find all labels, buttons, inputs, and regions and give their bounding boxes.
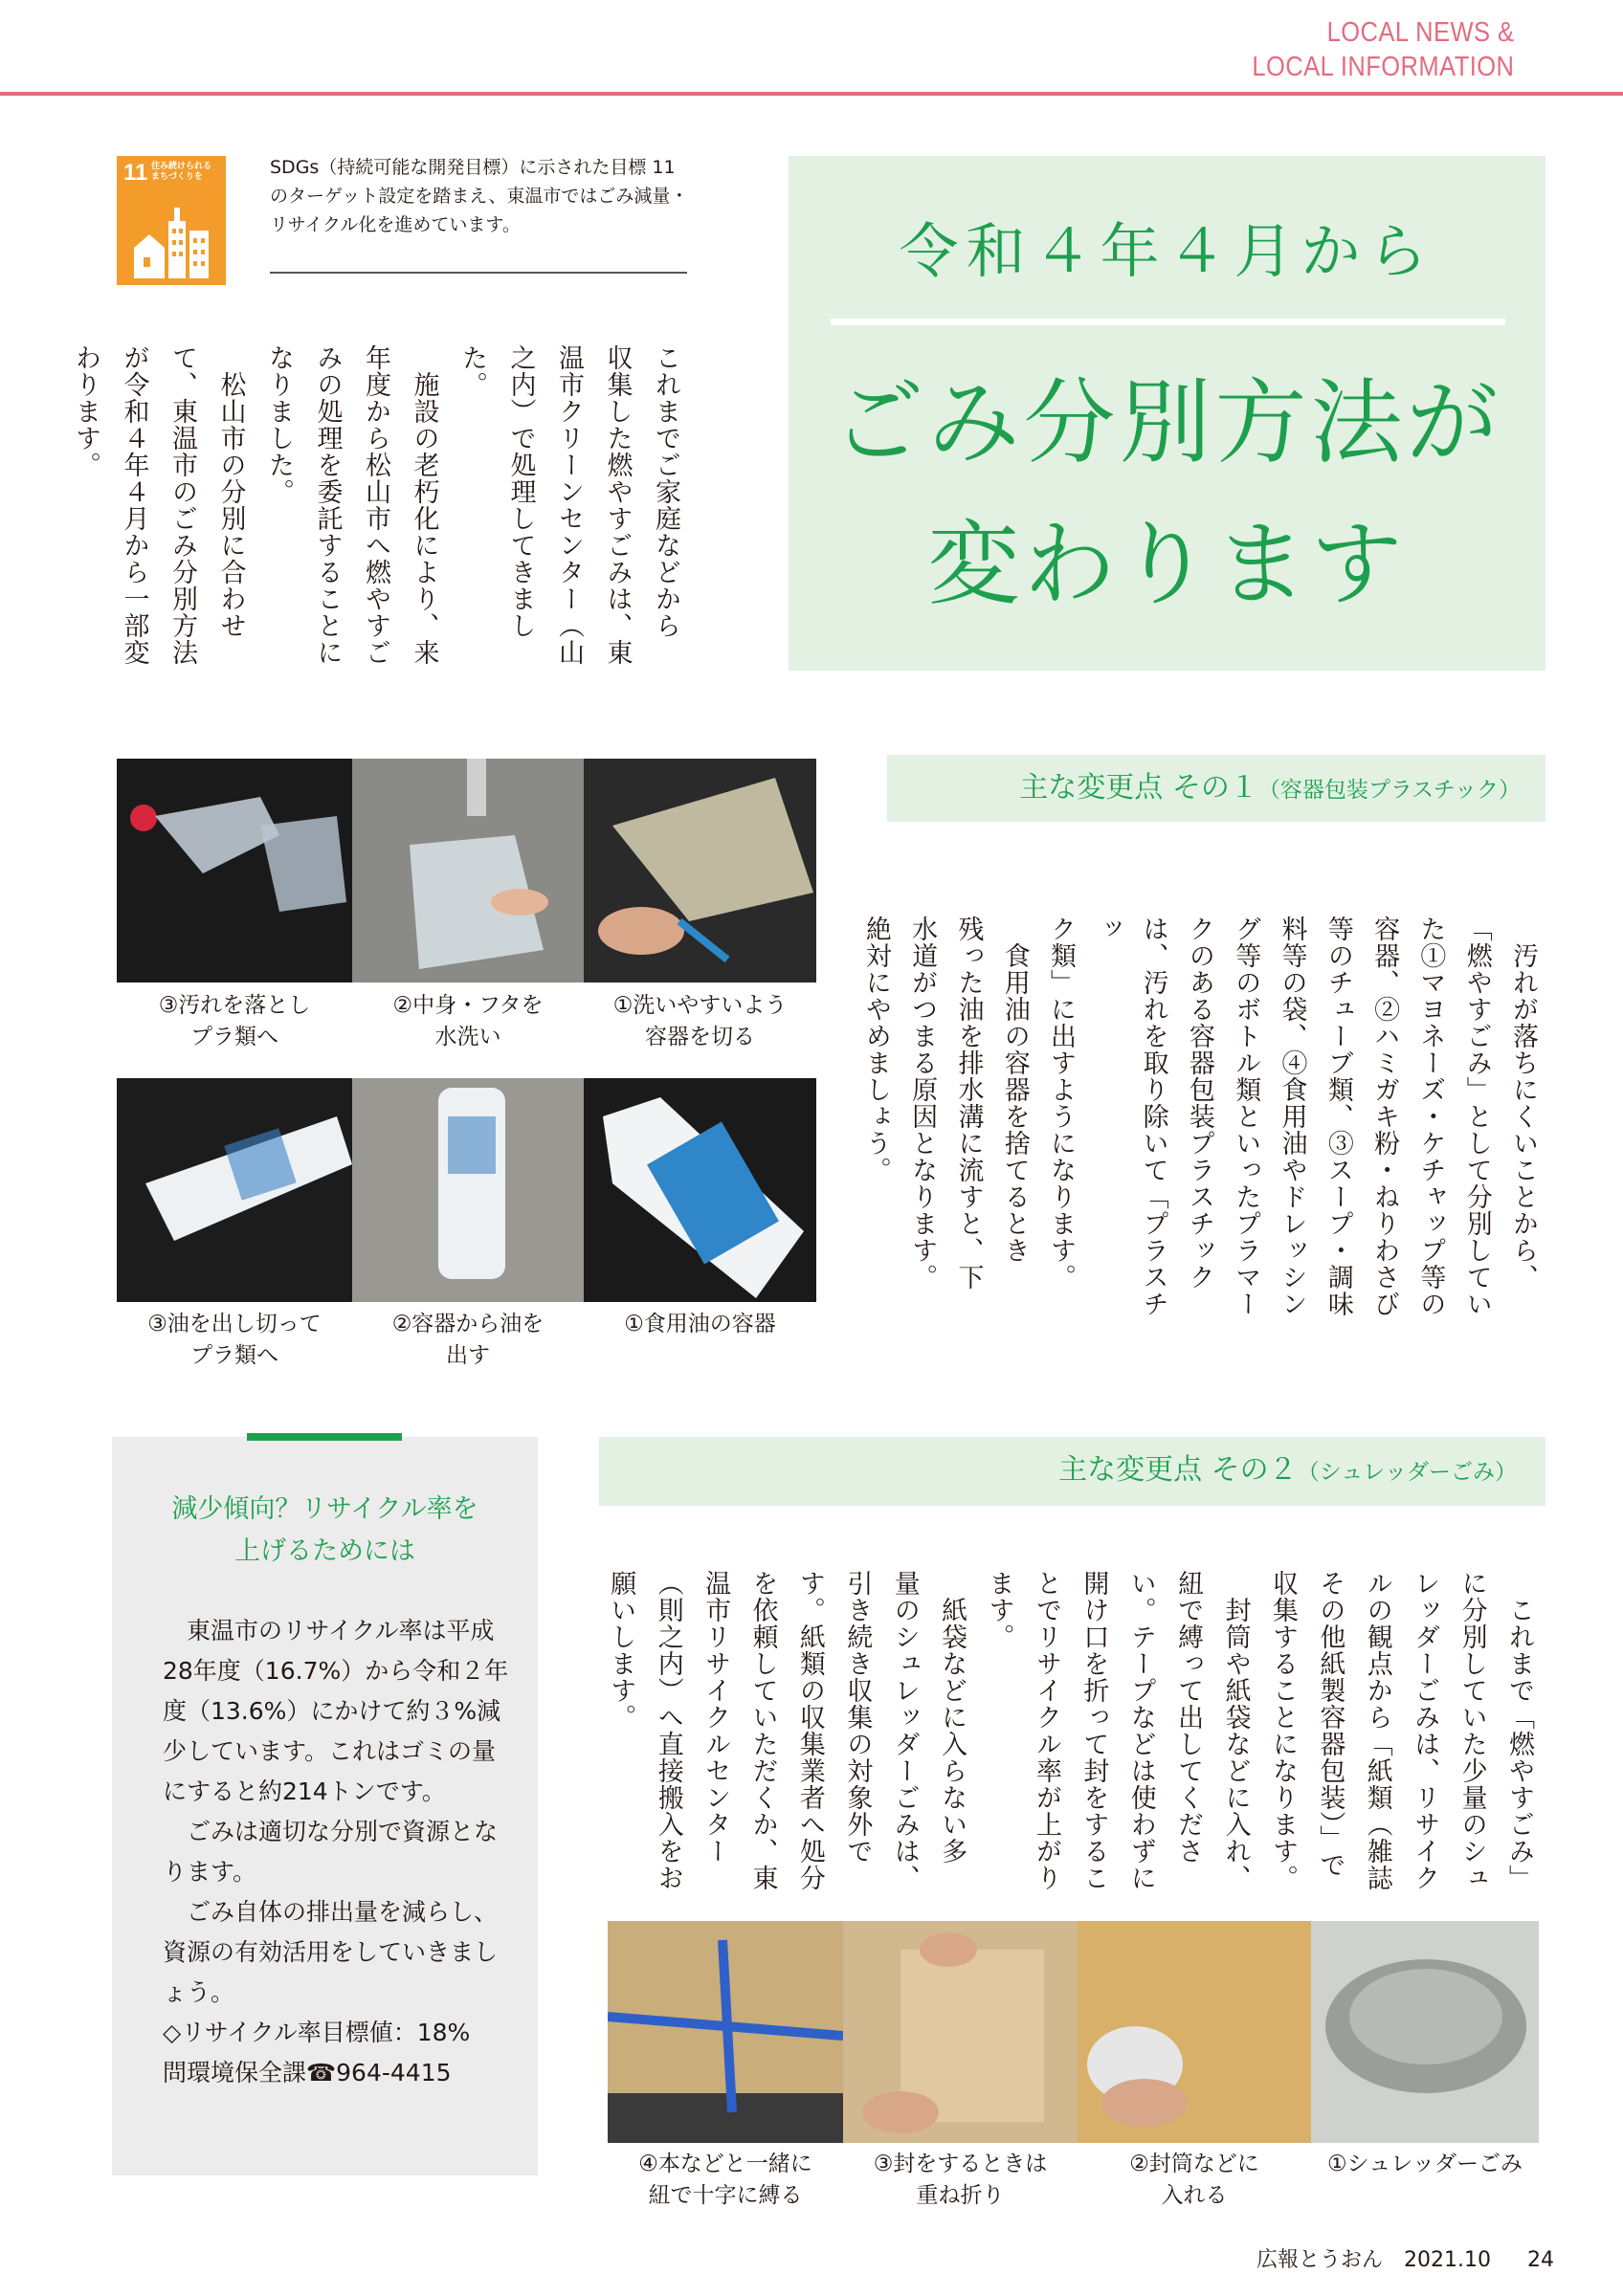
caption-1-2: ②中身・フタを 水洗い: [392, 993, 544, 1049]
title-subheading: 令和４年４月から: [899, 216, 1435, 286]
sidebar-contact: 問環境保全課☎964-4415: [163, 2059, 452, 2086]
sdg-description: SDGs（持続可能な開発目標）に示された目標 11 のターゲット設定を踏まえ、東温市ではごみ減量・リサイクル化を進めています。: [270, 157, 689, 235]
footer-publication: 広報とうおん 2021.10: [1256, 2248, 1491, 2272]
caption-3-4: ④本などと一緒に 紐で十字に縛る: [638, 2152, 812, 2208]
sidebar-title: 減少傾向？リサイクル率を 上げるためには: [171, 1494, 478, 1566]
photo-tie-with-books: [608, 1921, 843, 2143]
sidebar-paragraph-3: ごみ自体の排出量を減らし、資源の有効活用をしていきましょう。: [163, 1898, 499, 2006]
sidebar-accent: [247, 1433, 402, 1441]
sidebar-target: ◇リサイクル率目標値：18%: [163, 2019, 471, 2046]
intro-text: これまでご家庭などから 収集した燃やすごみは、東 温市クリーンセンター（山 之内）で処理してきました。 施設の老朽化により、来 年度から松山市へ燃やすご みの処理を委託することに なりました。 松山市の分別に合わせ て、東温市のごみ分別方法 が令和４年４月から一部変 わります。: [71, 344, 680, 666]
photo-rinse-plastic: [117, 759, 352, 982]
caption-2-3: ③油を出し切って プラ類へ: [147, 1312, 322, 1368]
photo-shredded-paper: [1311, 1921, 1539, 2143]
photo-fold-seal: [843, 1921, 1078, 2143]
header-line-2: LOCAL INFORMATION: [1251, 52, 1514, 82]
section2-heading: [599, 1437, 1545, 1506]
caption-3-2: ②封筒などに 入れる: [1129, 2152, 1259, 2208]
footer: [1256, 2243, 1554, 2273]
section1-heading-label: 主な変更点 その１: [1019, 771, 1258, 805]
sdg-number: 11: [123, 160, 148, 186]
title-line-2: 変わります: [927, 511, 1407, 618]
city-buildings-icon: [132, 202, 212, 278]
header-rule: [0, 92, 1623, 96]
caption-3-3: ③封をするときは 重ね折り: [873, 2152, 1048, 2208]
sdg-11-icon: [117, 156, 226, 285]
photo-oil-to-plastic: [117, 1078, 352, 1302]
section2-heading-label: 主な変更点 その２: [1058, 1453, 1298, 1487]
header-line-1: LOCAL NEWS &: [1326, 17, 1514, 48]
section1-heading: [887, 755, 1545, 822]
caption-1-1: ①洗いやすいよう 容器を切る: [612, 993, 788, 1049]
sidebar-paragraph-1: 東温市のリサイクル率は平成28年度（16.7%）から令和２年度（13.6%）にかけて約３%減少しています。これはゴミの量にすると約214トンです。: [163, 1617, 509, 1805]
sidebar-paragraph-2: ごみは適切な分別で資源となります。: [163, 1818, 499, 1886]
footer-page-number: 24: [1527, 2248, 1554, 2272]
caption-2-2: ②容器から油を 出す: [391, 1312, 545, 1368]
sidebar-body: [163, 1611, 517, 2093]
title-line-1: ごみ分別方法が: [832, 369, 1502, 476]
caption-1-3: ③汚れを落とし プラ類へ: [158, 993, 311, 1049]
photo-put-in-envelope: [1078, 1921, 1311, 2143]
caption-3-1: ①シュレッダーごみ: [1327, 2152, 1523, 2176]
page-title: [789, 352, 1545, 635]
title-divider: [831, 319, 1505, 325]
photo-cut-container: [584, 759, 816, 982]
section2-text: これまで「燃やすごみ」 に分別していた少量のシュ レッダーごみは、リサイク ルの観点から「紙類（雑誌 その他紙製容器包装）」で 収集することになります。 封筒や紙袋などに入れ、 紐で縛って出してくださ い。テープなどは使わずに 開け口を折って封をするこ とでリサイクル率が上がり ます。 紙袋などに入らない多 量のシュレッダーごみは、 引き続き収集の対象外で す。紙類の収集業者へ処分 を依頼していただくか、東 温市リサイクルセンター （則之内）へ直接搬入をお 願いします。: [606, 1570, 1534, 1891]
section2-heading-paren: （シュレッダーごみ）: [1297, 1460, 1517, 1485]
photo-pour-oil: [352, 1078, 584, 1302]
title-box: [789, 156, 1545, 671]
photo-oil-container: [584, 1078, 816, 1302]
sdg-icon-label: 住み続けられる まちづくりを: [151, 162, 212, 182]
photo-wash-contents: [352, 759, 584, 982]
section1-text: 汚れが落ちにくいことから、 「燃やすごみ」として分別してい た①マヨネーズ・ケチャップ等の 容器、②ハミガキ粉・ねりわさび 等のチューブ類、③スープ・調味 料等の袋、④食用油やドレッシン グ等のボトル類といったプラマー クのある容器包装プラスチック は、汚れを取り除いて「プラスチッ ク類」に出すようになります。 食用油の容器を捨てるとき 残った油を排水溝に流すと、下 水道がつまる原因となります。 絶対にやめましょう。: [860, 916, 1538, 1317]
section1-heading-paren: （容器包装プラスチック）: [1257, 778, 1521, 803]
header-section-label: [1252, 15, 1514, 84]
caption-2-1: ①食用油の容器: [624, 1312, 776, 1336]
sdg-divider: [270, 272, 687, 274]
